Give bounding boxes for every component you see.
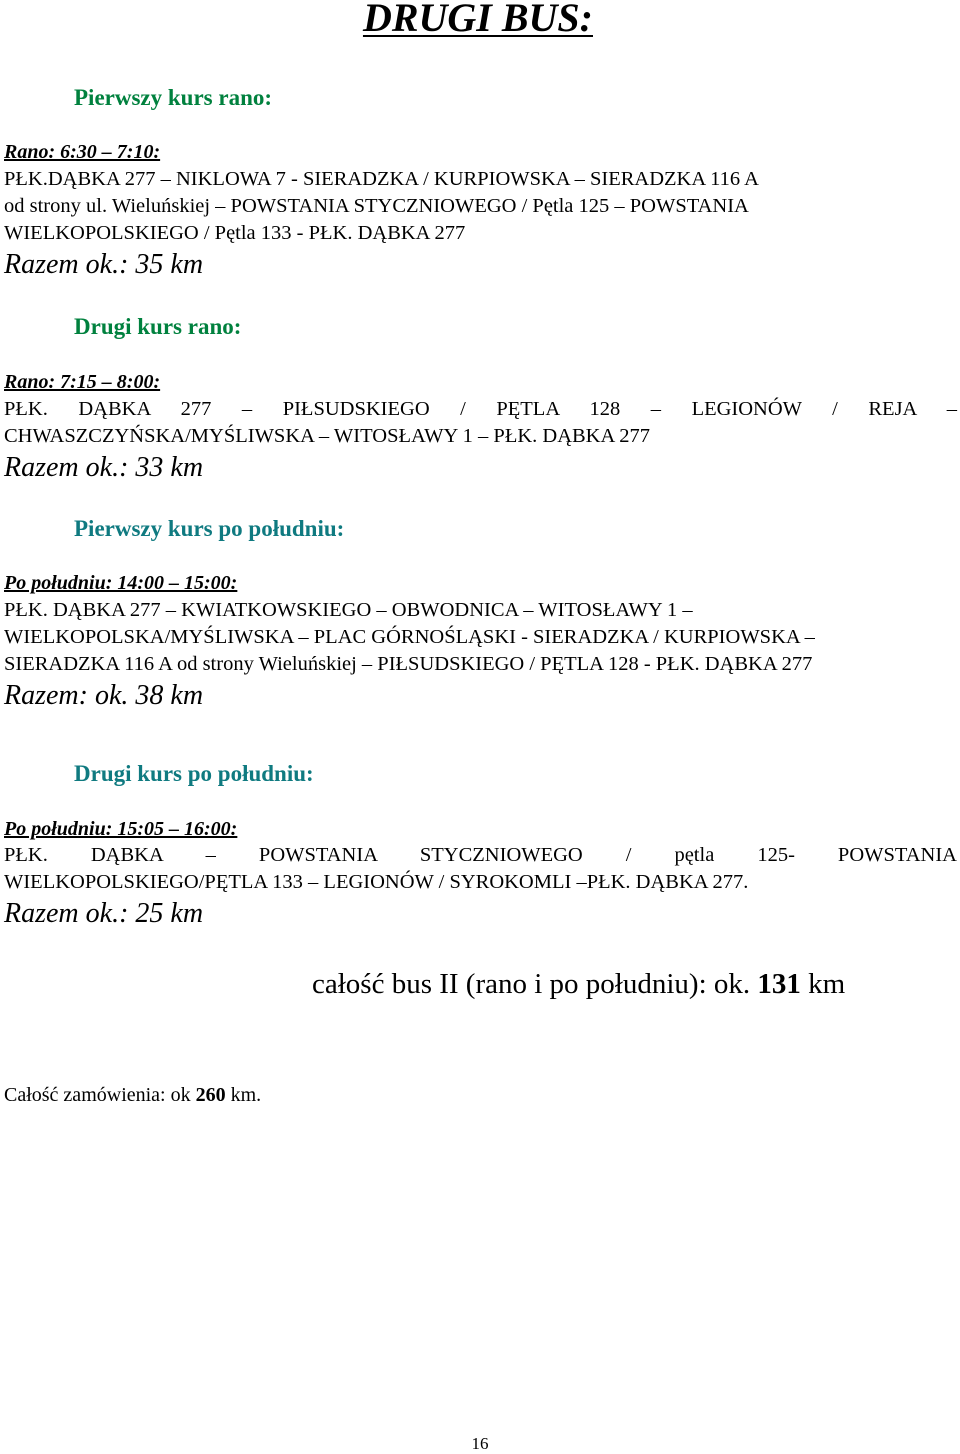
sum-second-morning: Razem ok.: 33 km bbox=[4, 452, 204, 483]
route-line: PŁK. DĄBKA – POWSTANIA STYCZNIOWEGO / pętla 125- POWSTANIA bbox=[4, 844, 957, 866]
bus-total: całość bus II (rano i po południu): ok. 131 km bbox=[312, 968, 846, 1000]
route-line: od strony ul. Wieluńskiej – POWSTANIA STYCZNIOWEGO / Pętla 125 – POWSTANIA bbox=[4, 195, 749, 217]
sum-first-morning: Razem ok.: 35 km bbox=[4, 249, 204, 280]
section-time-first-afternoon: Po południu: 14:00 – 15:00: bbox=[4, 572, 238, 594]
route-line: PŁK. DĄBKA 277 – KWIATKOWSKIEGO – OBWODNICA – WITOSŁAWY 1 – bbox=[4, 599, 693, 621]
route-line: WIELKOPOLSKIEGO / Pętla 133 - PŁK. DĄBKA 277 bbox=[4, 222, 466, 244]
route-line: CHWASZCZYŃSKA/MYŚLIWSKA – WITOSŁAWY 1 – PŁK. DĄBKA 277 bbox=[4, 425, 651, 447]
section-heading-second-afternoon: Drugi kurs po południu: bbox=[74, 761, 314, 786]
section-heading-second-morning: Drugi kurs rano: bbox=[74, 314, 242, 339]
section-heading-first-morning: Pierwszy kurs rano: bbox=[74, 85, 273, 110]
route-first-afternoon bbox=[4, 597, 957, 678]
section-time-first-morning: Rano: 6:30 – 7:10: bbox=[4, 141, 161, 163]
route-line: PŁK.DĄBKA 277 – NIKLOWA 7 - SIERADZKA / KURPIOWSKA – SIERADZKA 116 A bbox=[4, 168, 759, 190]
page-number: 16 bbox=[471, 1434, 489, 1453]
route-line: PŁK. DĄBKA 277 – PIŁSUDSKIEGO / PĘTLA 128 – LEGIONÓW / REJA – bbox=[4, 398, 957, 420]
sum-second-afternoon: Razem ok.: 25 km bbox=[4, 898, 204, 929]
page-title: DRUGI BUS: bbox=[362, 0, 593, 40]
section-heading-first-afternoon: Pierwszy kurs po południu: bbox=[74, 516, 345, 541]
route-second-morning bbox=[4, 396, 957, 450]
route-first-morning bbox=[4, 166, 957, 247]
order-total: Całość zamówienia: ok 260 km. bbox=[4, 1084, 262, 1106]
sum-first-afternoon: Razem: ok. 38 km bbox=[4, 680, 204, 711]
route-line: SIERADZKA 116 A od strony Wieluńskiej – PIŁSUDSKIEGO / PĘTLA 128 - PŁK. DĄBKA 277 bbox=[4, 653, 813, 675]
route-line: WIELKOPOLSKA/MYŚLIWSKA – PLAC GÓRNOŚLĄSKI - SIERADZKA / KURPIOWSKA – bbox=[4, 626, 815, 648]
section-time-second-morning: Rano: 7:15 – 8:00: bbox=[4, 371, 161, 393]
route-line: WIELKOPOLSKIEGO/PĘTLA 133 – LEGIONÓW / SYROKOMLI –PŁK. DĄBKA 277. bbox=[4, 871, 749, 893]
section-time-second-afternoon: Po południu: 15:05 – 16:00: bbox=[4, 818, 238, 840]
route-second-afternoon bbox=[4, 842, 957, 896]
